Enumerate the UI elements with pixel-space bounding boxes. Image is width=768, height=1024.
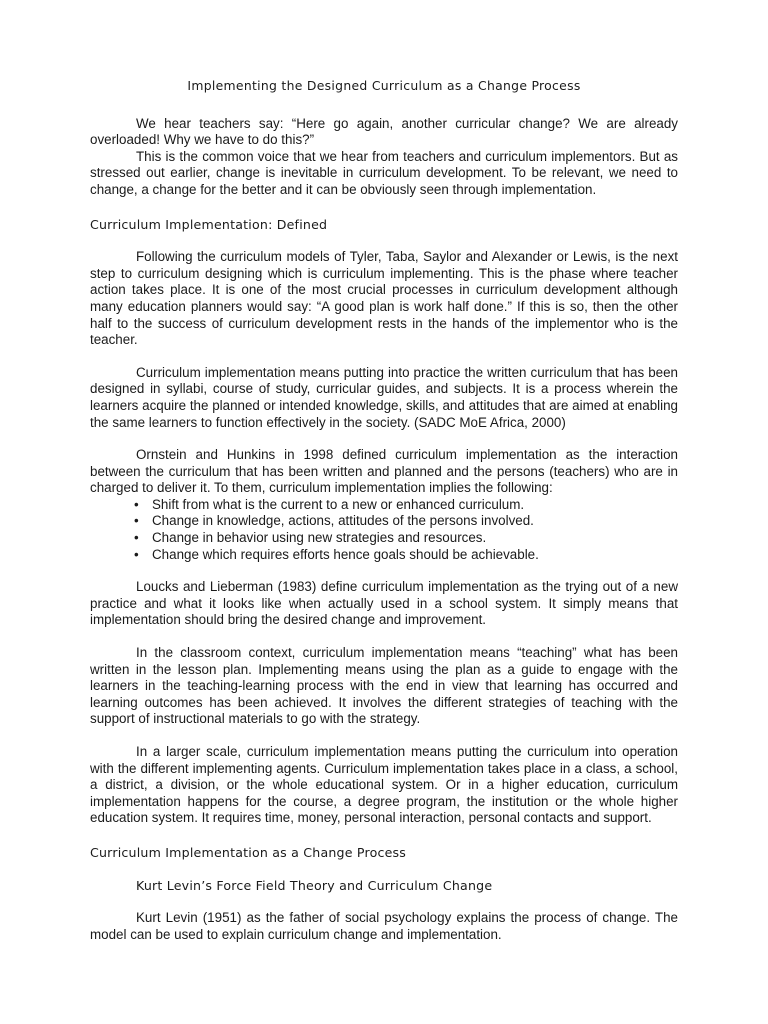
definition-paragraph-4: Loucks and Lieberman (1983) define curriculum implementation as the trying out of a new practice and what it looks like when actually used in a school system. It simply means that implementation should bring the desired change and improvement. [90, 579, 678, 628]
definition-paragraph-2: Curriculum implementation means putting into practice the written curriculum that has been designed in syllabi, course of study, curricular guides, and subjects. It is a process wherein the learners acquire the planned or intended knowledge, skills, and attitudes that are aimed at enabling the same learners to function effectively in the society. (SADC MoE Africa, 2000) [90, 364, 678, 430]
list-item [134, 530, 678, 547]
document-page [90, 78, 678, 943]
bullet-icon: • [134, 530, 139, 546]
intro-paragraph-1: We hear teachers say: “Here go again, another curricular change? We are already overloaded! Why we have to do this?” [90, 115, 678, 148]
bullet-icon: • [134, 496, 139, 512]
definition-paragraph-1: Following the curriculum models of Tyler, Taba, Saylor and Alexander or Lewis, is the next step to curriculum designing which is curriculum implementing. This is the phase where teacher action takes place. It is one of the most crucial processes in curriculum development although many education planners would say: “A good plan is work half done.” If this is so, then the other half to the success of curriculum development rests in the hands of the implementor who is the teacher. [90, 249, 678, 348]
list-item-text: Change in behavior using new strategies and resources. [152, 530, 487, 546]
intro-paragraph-2: This is the common voice that we hear from teachers and curriculum implementors. But as stressed out earlier, change is inevitable in curriculum development. To be relevant, we need to change, a change for the better and it can be obviously seen through implementation. [90, 148, 678, 197]
section-heading-change-process: Curriculum Implementation as a Change Process [90, 844, 407, 860]
implications-list [90, 497, 678, 563]
levin-paragraph-1: Kurt Levin (1951) as the father of social psychology explains the process of change. The model can be used to explain curriculum change and implementation. [90, 910, 678, 942]
definition-paragraph-6: In a larger scale, curriculum implementation means putting the curriculum into operation with the different implementing agents. Curriculum implementation takes place in a class, a school, a district, a division, or the whole educational system. Or in a higher education, curriculum implementation happens for the course, a degree program, the institution or the whole higher education system. It requires time, money, personal interaction, personal contacts and support. [90, 744, 678, 826]
document-title: Implementing the Designed Curriculum as a Change Process [187, 78, 581, 93]
list-item-text: Change which requires efforts hence goals should be achievable. [152, 546, 539, 562]
bullet-icon: • [134, 546, 139, 562]
list-item [134, 546, 678, 564]
list-item [134, 496, 678, 514]
section-heading-defined: Curriculum Implementation: Defined [90, 216, 328, 232]
list-item-text: Shift from what is the current to a new or enhanced curriculum. [152, 496, 525, 512]
list-item [134, 513, 678, 530]
definition-paragraph-3: Ornstein and Hunkins in 1998 defined curriculum implementation as the interaction between the curriculum that has been written and planned and the persons (teachers) who are in charged to deliver it. To them, curriculum implementation implies the following: [90, 447, 678, 496]
bullet-icon: • [134, 513, 139, 529]
list-item-text: Change in knowledge, actions, attitudes of the persons involved. [152, 513, 534, 529]
definition-paragraph-5: In the classroom context, curriculum implementation means “teaching” what has been written in the lesson plan. Implementing means using the plan as a guide to engage with the learners in the teaching-learning process with the end in view that learning has occurred and learning outcomes has been achieved. It involves the different strategies of teaching with the support of instructional materials to go with the strategy. [90, 645, 678, 727]
subsection-heading-levin: Kurt Levin’s Force Field Theory and Curriculum Change [136, 877, 493, 893]
